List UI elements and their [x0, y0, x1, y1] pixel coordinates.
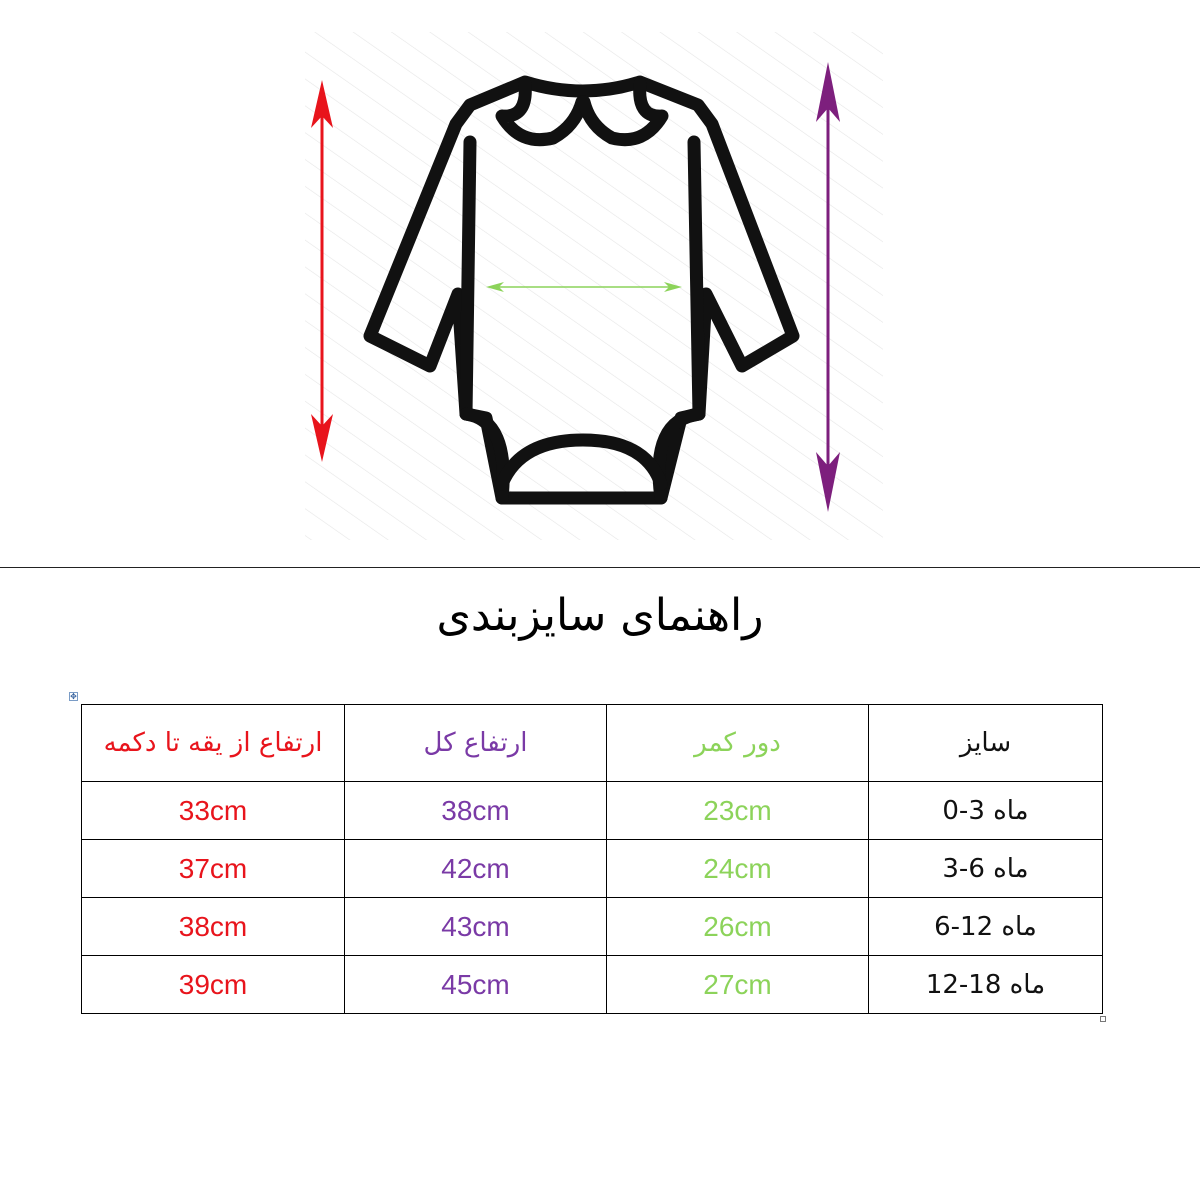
size-cell: 12-18 ماه: [869, 956, 1103, 1014]
table-row: [82, 956, 1103, 1014]
size-cell: 6-12 ماه: [869, 898, 1103, 956]
divider: [0, 567, 1200, 568]
waist-cell: 24cm: [607, 840, 869, 898]
size-cell: 3-6 ماه: [869, 840, 1103, 898]
total-height-cell: 42cm: [345, 840, 607, 898]
collar-to-button-cell: 38cm: [82, 898, 345, 956]
table-row: [82, 898, 1103, 956]
table-move-handle-icon[interactable]: ✥: [70, 692, 77, 701]
waist-cell: 26cm: [607, 898, 869, 956]
header-size: سایز: [869, 705, 1103, 782]
header-total-height: ارتفاع کل: [345, 705, 607, 782]
header-waist: دور کمر: [607, 705, 869, 782]
table-resize-handle[interactable]: [1100, 1016, 1106, 1022]
waist-cell: 27cm: [607, 956, 869, 1014]
header-collar-to-button-height: ارتفاع از یقه تا دکمه: [82, 705, 345, 782]
page-title: راهنمای سایزبندی: [436, 590, 764, 641]
collar-to-button-cell: 37cm: [82, 840, 345, 898]
size-table: [81, 704, 1103, 1014]
total-height-cell: 38cm: [345, 782, 607, 840]
table-header-row: [82, 705, 1103, 782]
table-row: [82, 782, 1103, 840]
bodysuit-illustration: [0, 0, 1200, 560]
size-cell: 0-3 ماه: [869, 782, 1103, 840]
waist-cell: 23cm: [607, 782, 869, 840]
collar-to-button-cell: 39cm: [82, 956, 345, 1014]
total-height-cell: 43cm: [345, 898, 607, 956]
collar-to-button-cell: 33cm: [82, 782, 345, 840]
table-row: [82, 840, 1103, 898]
total-height-cell: 45cm: [345, 956, 607, 1014]
